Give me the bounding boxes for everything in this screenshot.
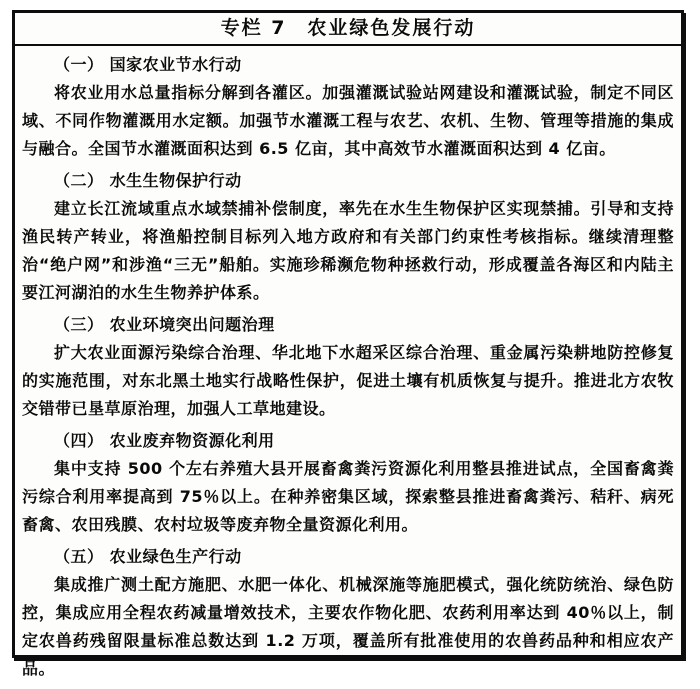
section-water-saving [22, 51, 674, 163]
column-box [12, 10, 684, 678]
section-heading: （二） 水生生物保护行动 [54, 171, 242, 190]
section-heading: （四） 农业废弃物资源化利用 [54, 431, 275, 450]
section-green-production [22, 543, 674, 683]
section-aquatic-life [22, 167, 674, 307]
section-heading: （五） 农业绿色生产行动 [54, 547, 242, 566]
section-waste-recycling [22, 427, 674, 539]
section-paragraph: 集中支持 500 个左右养殖大县开展畜禽粪污资源化利用整县推进试点，全国畜禽粪污综合利用率提高到 75％以上。在种养密集区域，探索整县推进畜禽粪污、秸秆、病死畜禽、农田残膜、农村垃圾等废弃物全量资源化利用。 [22, 459, 674, 534]
panel-body [15, 46, 681, 689]
section-paragraph: 扩大农业面源污染综合治理、华北地下水超采区综合治理、重金属污染耕地防控修复的实施范围，对东北黑土地实行战略性保护，促进土壤有机质恢复与提升。推进北方农牧交错带已垦草原治理，加强人工草地建设。 [22, 343, 674, 418]
section-heading: （三） 农业环境突出问题治理 [54, 315, 275, 334]
panel-title: 专栏 7 农业绿色发展行动 [15, 13, 681, 46]
section-paragraph: 将农业用水总量指标分解到各灌区。加强灌溉试验站网建设和灌溉试验，制定不同区域、不同作物灌溉用水定额。加强节水灌溉工程与农艺、农机、生物、管理等措施的集成与融合。全国节水灌溉面积达到 6.5 亿亩，其中高效节水灌溉面积达到 4 亿亩。 [22, 83, 674, 158]
section-environment-issues [22, 311, 674, 423]
section-heading: （一） 国家农业节水行动 [54, 55, 242, 74]
section-paragraph: 建立长江流域重点水域禁捕补偿制度，率先在水生生物保护区实现禁捕。引导和支持渔民转产转业，将渔船控制目标列入地方政府和有关部门约束性考核指标。继续清理整治“绝户网”和涉渔“三无”船舶。实施珍稀濒危物种拯救行动，形成覆盖各海区和内陆主要江河湖泊的水生生物养护体系。 [22, 199, 674, 302]
section-paragraph: 集成推广测土配方施肥、水肥一体化、机械深施等施肥模式，强化统防统治、绿色防控，集成应用全程农药减量增效技术，主要农作物化肥、农药利用率达到 40％以上，制定农兽药残留限量标准总数达到 1.2 万项，覆盖所有批准使用的农兽药品种和相应农产品。 [22, 575, 674, 678]
